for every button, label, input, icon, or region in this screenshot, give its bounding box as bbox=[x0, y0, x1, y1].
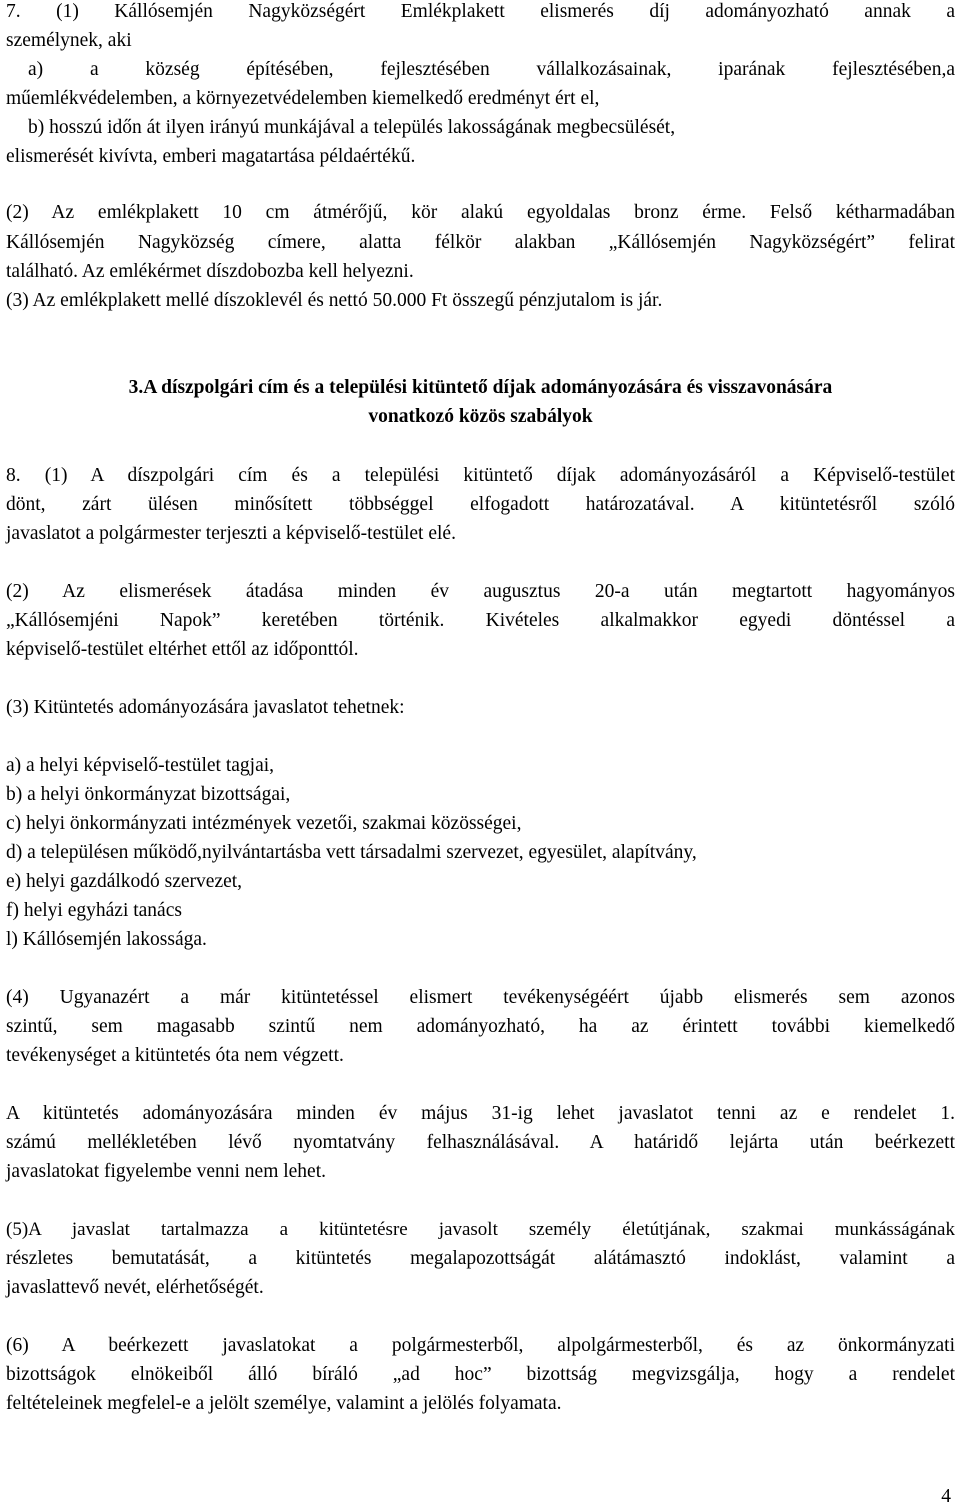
s8-p6-line-2: bizottságok elnökeiből álló bíráló „ad hoc” bizottság megvizsgálja, hogy a rendelet bbox=[6, 1364, 955, 1385]
s8-p1-line-3: javaslatot a polgármester terjeszti a képviselő-testület elé. bbox=[6, 523, 456, 544]
s8-p4-line-1: (4) Ugyanazért a már kitüntetéssel elismert tevékenységéért újabb elismerés sem azonos bbox=[6, 987, 955, 1008]
s7-p1-line-5: b) hosszú időn át ilyen irányú munkájával a település lakosságának megbecsülését, bbox=[28, 117, 676, 138]
page-number: 4 bbox=[941, 1486, 951, 1507]
s8-p1-line-1: 8. (1) A díszpolgári cím és a települési kitüntető díjak adományozásáról a Képviselő-testület bbox=[6, 465, 955, 486]
s7-p1-line-3: a) a község építésében, fejlesztésében vállalkozásainak, iparának fejlesztésében,a bbox=[28, 59, 955, 80]
s7-p2-line-3: található. Az emlékérmet díszdobozba kell helyezni. bbox=[6, 261, 414, 282]
s8-p5-line-2: részletes bemutatását, a kitüntetés megalapozottságát alátámasztó indoklást, valamint a bbox=[6, 1248, 955, 1269]
s8-p5-line-3: javaslattevő nevét, elérhetőségét. bbox=[6, 1277, 264, 1298]
s8-p4b-line-1: A kitüntetés adományozására minden év május 31-ig lehet javaslatot tenni az e rendelet 1. bbox=[6, 1103, 955, 1124]
s7-p2-line-4: (3) Az emlékplakett mellé díszoklevél és nettó 50.000 Ft összegű pénzjutalom is jár. bbox=[6, 290, 663, 311]
s7-p1-line-1: 7. (1) Kállósemjén Nagyközségért Emlékplakett elismerés díj adományozható annak a bbox=[6, 1, 955, 22]
s8-p5-line-1: (5)A javaslat tartalmazza a kitüntetésre javasolt személy életútjának, szakmai munkásságának bbox=[6, 1219, 955, 1240]
s8-p2-line-1: (2) Az elismerések átadása minden év augusztus 20-a után megtartott hagyományos bbox=[6, 581, 955, 602]
s8-p6-line-3: feltételeinek megfelel-e a jelölt személye, valamint a jelölés folyamata. bbox=[6, 1393, 562, 1414]
s8-p2-line-2: „Kállósemjéni Napok” keretében történik. Kivételes alkalmakkor egyedi döntéssel a bbox=[6, 610, 955, 631]
section-heading-line-1: 3.A díszpolgári cím és a települési kitüntető díjak adományozására és visszavonására bbox=[128, 377, 833, 398]
list-item: d) a településen működő,nyilvántartásba vett társadalmi szervezet, egyesület, alapítvány, bbox=[6, 842, 697, 863]
list-item: a) a helyi képviselő-testület tagjai, bbox=[6, 755, 275, 776]
s8-p4-line-2: szintű, sem magasabb szintű nem adományozható, ha az érintett további kiemelkedő bbox=[6, 1016, 955, 1037]
s8-p4b-line-3: javaslatokat figyelembe venni nem lehet. bbox=[6, 1161, 327, 1182]
s8-p6-line-1: (6) A beérkezett javaslatokat a polgármesterből, alpolgármesterből, és az önkormányzati bbox=[6, 1335, 955, 1356]
s8-p4-line-3: tevékenységet a kitüntetés óta nem végzett. bbox=[6, 1045, 344, 1066]
s7-p1-line-2: személynek, aki bbox=[6, 30, 132, 51]
section-heading-line-2: vonatkozó közös szabályok bbox=[368, 406, 593, 427]
s7-p2-line-2: Kállósemjén Nagyközség címere, alatta félkör alakban „Kállósemjén Nagyközségért” felirat bbox=[6, 232, 955, 253]
s8-p3-intro: (3) Kitüntetés adományozására javaslatot tehetnek: bbox=[6, 697, 405, 718]
s8-p1-line-2: dönt, zárt ülésen minősített többséggel elfogadott határozatával. A kitüntetésről szóló bbox=[6, 494, 955, 515]
document-page bbox=[6, 0, 955, 1509]
s8-p2-line-3: képviselő-testület eltérhet ettől az időponttól. bbox=[6, 639, 359, 660]
list-item: b) a helyi önkormányzat bizottságai, bbox=[6, 784, 291, 805]
s7-p1-line-6: elismerését kivívta, emberi magatartása példaértékű. bbox=[6, 146, 416, 167]
s8-p4b-line-2: számú mellékletében lévő nyomtatvány felhasználásával. A határidő lejárta után beérkezett bbox=[6, 1132, 955, 1153]
list-item: l) Kállósemjén lakossága. bbox=[6, 929, 207, 950]
s7-p2-line-1: (2) Az emlékplakett 10 cm átmérőjű, kör alakú egyoldalas bronz érme. Felső kétharmadában bbox=[6, 202, 955, 223]
list-item: e) helyi gazdálkodó szervezet, bbox=[6, 871, 243, 892]
list-item: f) helyi egyházi tanács bbox=[6, 900, 182, 921]
list-item: c) helyi önkormányzati intézmények vezetői, szakmai közösségei, bbox=[6, 813, 522, 834]
s7-p1-line-4: műemlékvédelemben, a környezetvédelemben kiemelkedő eredményt ért el, bbox=[6, 88, 600, 109]
